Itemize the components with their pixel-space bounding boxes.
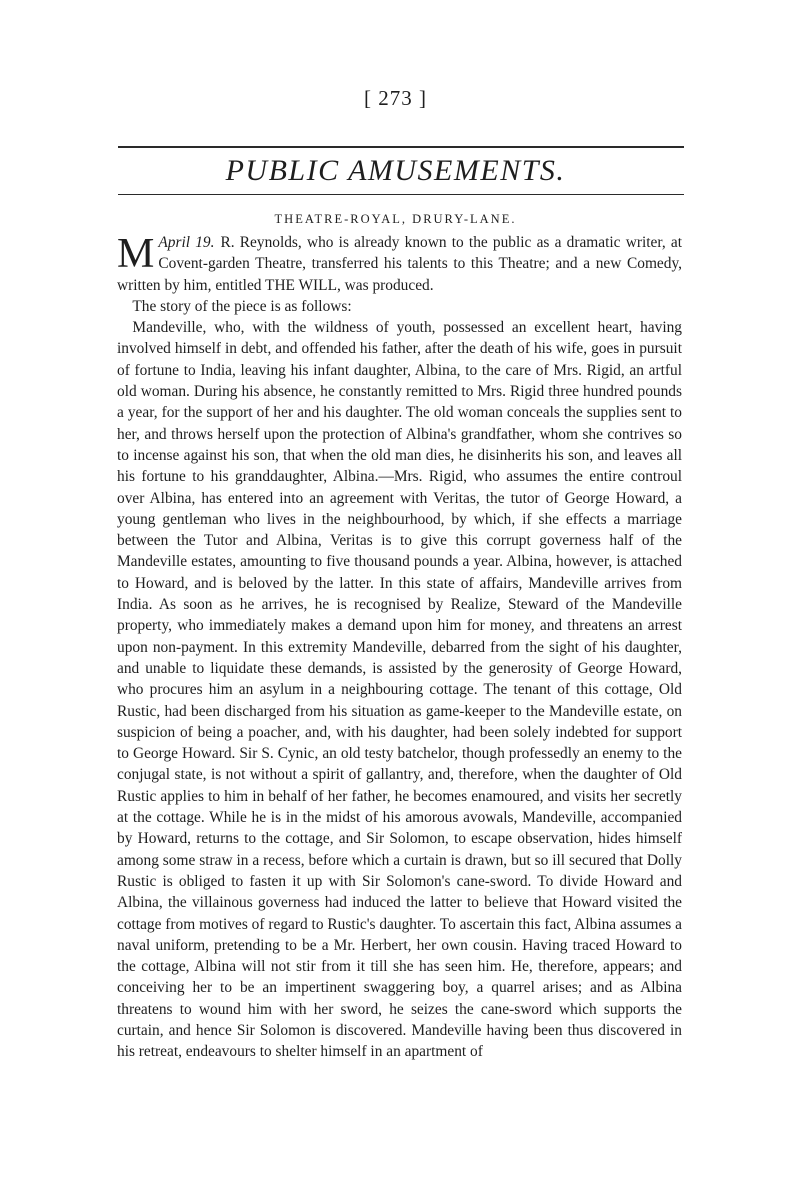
article-body: [117, 232, 682, 1063]
first-paragraph: [117, 232, 682, 296]
date: April 19.: [158, 234, 215, 251]
story-paragraph: Mandeville, who, with the wildness of youth, possessed an excellent heart, having involved himself in debt, and offended his father, after the death of his wife, goes in pursuit of fortune to India, leaving his infant daughter, Albina, to the care of Mrs. Rigid, an artful old woman. During his absence, he constantly remitted to Mrs. Rigid three hundred pounds a year, for the support of her and his daughter. The old woman conceals the supplies sent to her, and throws herself upon the protection of Albina's grandfather, whom she contrives so to incense against his son, that when the old man dies, he disinherits his son, and leaves all his fortune to his granddaughter, Albina.—Mrs. Rigid, who assumes the entire controul over Albina, has entered into an agreement with Veritas, the tutor of George Howard, a young gentleman who lives in the neighbourhood, by which, if she effects a marriage between the Tutor and Albina, Veritas is to give this corrupt governess half of the Mandeville estates, amounting to five thousand pounds a year. Albina, however, is attached to Howard, and is beloved by the latter. In this state of affairs, Mandeville arrives from India. As soon as he arrives, he is recognised by Realize, Steward of the Mandeville property, who immediately makes a demand upon him for money, and threatens an arrest upon non-payment. In this extremity Mandeville, debarred from the sight of his daughter, and unable to liquidate these demands, is assisted by the generosity of George Howard, who procures him an asylum in a neighbouring cottage. The tenant of this cottage, Old Rustic, had been discharged from his situation as game-keeper to the Mandeville estate, on suspicion of being a poacher, and, with his daughter, had been solely indebted for support to George Howard. Sir S. Cynic, an old testy batchelor, though professedly an enemy to the conjugal state, is not without a spirit of gallantry, and, therefore, when the daughter of Old Rustic applies to him in behalf of her father, he becomes enamoured, and visits her secretly at the cottage. While he is in the midst of his amorous avowals, Mandeville, accompanied by Howard, returns to the cottage, and Sir Solomon, to escape observation, hides himself among some straw in a recess, before which a curtain is drawn, but so ill secured that Dolly Rustic is obliged to fasten it up with Sir Solomon's cane-sword. To divide Howard and Albina, the villainous governess had induced the latter to believe that Howard visited the cottage from motives of regard to Rustic's daughter. To ascertain this fact, Albina assumes a naval uniform, pretending to be a Mr. Herbert, her own cousin. Having traced Howard to the cottage, Albina will not stir from it till she has seen him. He, therefore, appears; and conceiving her to be an impertinent swaggering boy, a quarrel arises; and as Albina threatens to wound him with her sword, he seizes the cane-sword which supports the curtain, and hence Sir Solomon is discovered. Mandeville having been thus discovered in his retreat, endeavours to shelter himself in an apartment of: [117, 319, 682, 1061]
page-number: [ 273 ]: [364, 86, 427, 110]
subheading: THEATRE-ROYAL, DRURY-LANE.: [274, 212, 517, 226]
intro-line: The story of the piece is as follows:: [132, 297, 352, 315]
first-paragraph-text: R. Reynolds, who is already known to the public as a dramatic writer, at Covent-garden Theatre, transferred his talents to this Theatre; and a new Comedy, written by him, entitled THE WILL, was produced.: [117, 234, 682, 294]
top-rule: [118, 146, 684, 148]
section-title: PUBLIC AMUSEMENTS.: [225, 154, 566, 187]
dropcap-letter: M: [117, 231, 155, 277]
bottom-rule: [118, 194, 684, 195]
